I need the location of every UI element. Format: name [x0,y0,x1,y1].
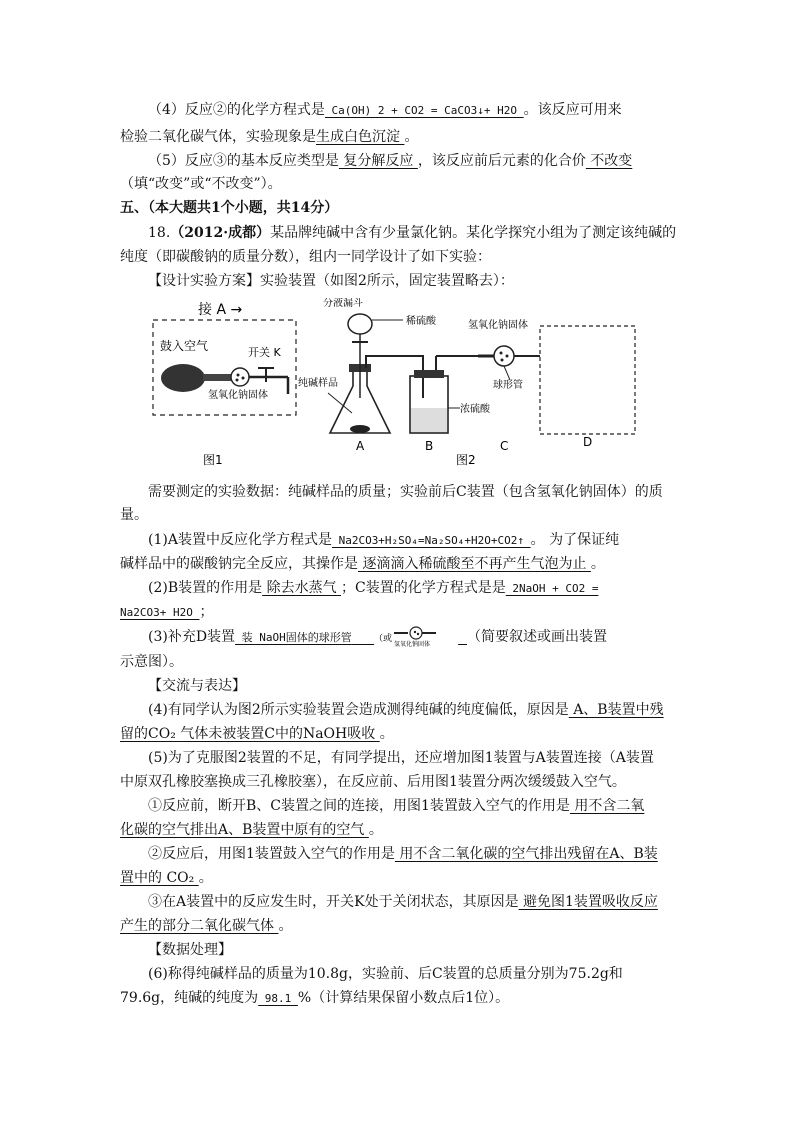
p6-purity-answer: 98.1 [258,992,298,1005]
c2-line1 [148,844,658,864]
sample-pile [350,425,370,433]
q4-line2 [120,127,418,147]
switch-k-label: 开关 K [248,346,281,359]
c3-line2 [120,916,292,936]
p4-line1 [148,700,664,720]
label-d: D [583,435,593,449]
q5-mid: ，该反应前后元素的化合价 [417,153,586,169]
apparatus-figure [148,298,678,473]
fig1-caption: 图1 [203,453,223,467]
processing-title: 【数据处理】 [148,942,232,958]
fig2-caption: 图2 [456,453,476,467]
p1-equation-answer: Na2CO3+H₂SO₄=Na₂SO₄+H2O+CO2↑ [331,534,531,547]
q5-line1 [148,151,632,171]
sample-label: 纯碱样品 [298,378,338,389]
exchange-title: 【交流与表达】 [148,678,246,694]
p2-equation-part1: 2NaOH + CO2 = [505,582,599,595]
dilute-acid-label: 稀硫酸 [406,316,436,327]
p3-fig-label: 氢氧化钠固体 [394,641,431,648]
q4-phenomenon-answer: 生成白色沉淀 [316,129,405,145]
p6-suffix: %（计算结果保留小数点后1位）。 [297,990,510,1006]
p4-end: 。 [379,726,394,742]
c3-end: 。 [278,918,293,934]
naoh-solid-label-1: 氢氧化钠固体 [208,390,268,401]
p3-inline-figure-wrap [352,629,467,648]
naoh-ball-icon-2 [494,346,514,366]
p3-line2: 示意图）。 [120,654,183,670]
q5-prefix: （5）反应③的基本反应类型是 [148,153,339,169]
p1-line2 [120,554,605,574]
q4-end: 。 [404,129,419,145]
q18-design: 【设计实验方案】实验装置（如图2所示，固定装置略去）： [148,273,514,289]
c1-line2 [120,820,383,840]
p1-mid: 。 为了保证纯 [530,532,620,548]
c1-answer-part2: 化碳的空气排出A、B装置中原有的空气 [120,822,369,838]
c3-answer-part1: 避免图1装置吸收反应 [518,894,658,910]
p3-line1 [148,626,607,648]
p6-line2 [120,988,509,1009]
q5-valence-answer: 不改变 [585,153,633,169]
label-b: B [425,439,434,453]
data-needed-line2: 量。 [120,507,148,523]
c2-line2 [120,868,213,888]
section5-title: 五、（本大题共1个小题，共14分） [120,200,339,216]
funnel-label: 分液漏斗 [323,298,363,309]
q18-line1 [148,223,676,243]
blow-air-label: 鼓入空气 [160,339,209,353]
c2-end: 。 [198,870,213,886]
q5-cont: （填“改变”或“不改变”）。 [120,176,282,192]
c1-prefix: ①反应前，断开B、C装置之间的连接，用图1装置鼓入空气的作用是 [148,798,570,814]
p3-or-text: （或 [374,634,393,644]
data-needed-line1: 需要测定的实验数据：纯碱样品的质量；实验前后C装置（包含氢氧化钠固体）的质 [148,484,663,500]
p5-line1: (5)为了克服图2装置的不足，有同学提出，还应增加图1装置与A装置连接（A装置 [148,750,654,766]
p4-answer-part2: 留的CO₂ 气体未被装置C中的NaOH吸收 [120,726,380,742]
p2-line2 [120,602,213,623]
p1-prefix: (1)A装置中反应化学方程式是 [148,532,332,548]
q5-line2 [120,174,282,194]
p2-prefix: (2)B装置的作用是 [148,580,263,596]
q4-line1 [148,100,622,121]
p1-cont-prefix: 碱样品中的碳酸钠完全反应，其操作是 [120,556,358,572]
c1-end: 。 [368,822,383,838]
p6-prefix: 79.6g，纯碱的纯度为 [120,990,259,1006]
p2-equation-part2: Na2CO3+ H2O [120,606,200,619]
p1-end: 。 [590,556,605,572]
q4-equation-answer: Ca(OH) 2 + CO2 = CaCO3↓+ H2O [324,104,524,117]
c1-line1 [148,796,644,816]
q18-text1: 某品牌纯碱中含有少量氯化钠。某化学探究小组为了测定该纯碱的 [270,225,677,241]
p5-line2: 中原双孔橡胶塞换成三孔橡胶塞），在反应前、后用图1装置分两次缓缓鼓入空气。 [120,774,626,790]
p2-role-answer: 除去水蒸气 [262,580,342,596]
naoh-ball-icon-1 [231,368,249,386]
c2-answer-part2: 置中的 CO₂ [120,870,199,886]
c2-answer-part1: 用不含二氧化碳的空气排出残留在A、B装 [394,846,658,862]
q4-suffix: 。该反应可用来 [523,102,622,118]
connect-a-label: 接 A → [198,302,243,318]
q18-source: （2012·成都） [170,225,271,241]
p3-prefix: (3)补充D装置 [148,629,236,645]
q4-cont-prefix: 检验二氧化碳气体，实验现象是 [120,129,316,145]
q18-number: 18. [148,225,171,241]
ball-tube-label: 球形管 [493,380,523,391]
c1-answer-part1: 用不含二氧 [569,798,645,814]
p1-line1 [148,530,619,551]
rubber-bulb-icon [161,364,205,392]
device-d-box [540,326,635,434]
label-a: A [356,439,365,453]
bulb-tube [203,374,233,381]
q18-line2: 纯度（即碳酸钠的质量分数），组内一同学设计了如下实验： [120,249,491,265]
naoh-solid-label-2: 氢氧化钠固体 [468,320,528,331]
p3-answer: 装 NaOH固体的球形管 [235,631,352,644]
c3-prefix: ③在A装置中的反应发生时，开关K处于关闭状态，其原因是 [148,894,519,910]
c2-prefix: ②反应后，用图1装置鼓入空气的作用是 [148,846,395,862]
c3-line1 [148,892,658,912]
p4-answer-part1: A、B装置中残 [568,702,664,718]
p1-operation-answer: 逐滴滴入稀硫酸至不再产生气泡为止 [358,556,591,572]
c3-answer-part2: 产生的部分二氧化碳气体 [120,918,279,934]
p3-suffix: （简要叙述或画出装置 [466,629,607,645]
conc-acid-label: 浓硫酸 [460,404,490,415]
p4-prefix: (4)有同学认为图2所示实验装置会造成测得纯碱的纯度偏低，原因是 [148,702,569,718]
p2-end: ； [199,604,214,620]
p3-inline-figure [374,626,458,648]
p2-line1 [148,578,598,599]
label-c: C [500,439,509,453]
p2-mid: ；C装置的化学方程式是是 [341,580,506,596]
apparatus-svg [148,298,678,473]
q5-type-answer: 复分解反应 [338,153,418,169]
sep-funnel-icon [348,314,372,334]
p6-line1: (6)称得纯碱样品的质量为10.8g，实验前、后C装置的总质量分别为75.2g和 [148,966,623,982]
q4-prefix: （4）反应②的化学方程式是 [148,102,325,118]
p4-line2 [120,724,394,744]
p3-ball-tube-icon [410,627,422,639]
